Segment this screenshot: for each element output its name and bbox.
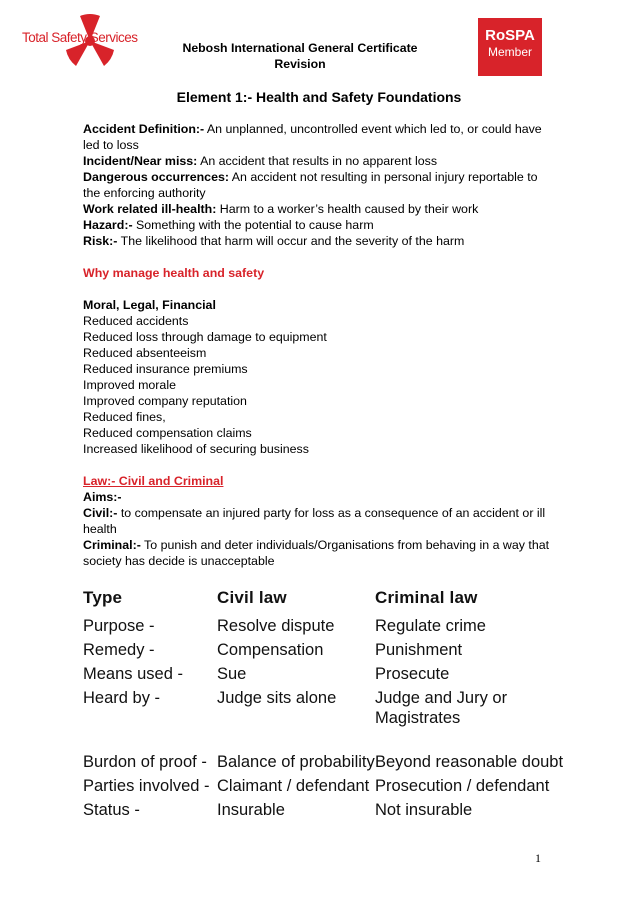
column-header-type: Type bbox=[83, 588, 123, 607]
definition-item bbox=[83, 233, 553, 249]
table-cell: Prosecution / defendant bbox=[375, 777, 550, 795]
definition-term: Risk:- bbox=[83, 234, 118, 248]
table-cell: Means used - bbox=[83, 665, 183, 683]
definition-text: The likelihood that harm will occur and the severity of the harm bbox=[117, 234, 465, 248]
table-cell: Sue bbox=[217, 665, 247, 683]
table-cell: Resolve dispute bbox=[217, 617, 335, 635]
list-item: Reduced loss through damage to equipment bbox=[83, 330, 327, 344]
definition-term: Work related ill-health: bbox=[83, 202, 217, 216]
definition-item bbox=[83, 153, 553, 169]
table-cell: Purpose - bbox=[83, 617, 155, 635]
definition-text: Something with the potential to cause harm bbox=[132, 218, 374, 232]
table-row bbox=[83, 640, 575, 664]
document-body bbox=[83, 121, 553, 569]
document-header-title bbox=[150, 40, 450, 72]
reasons-list bbox=[83, 313, 553, 457]
definition-item bbox=[83, 217, 553, 233]
logo-text: Total Safety Services bbox=[22, 30, 138, 45]
table-row bbox=[83, 688, 575, 728]
definition-item bbox=[83, 169, 553, 201]
table-cell: Insurable bbox=[217, 801, 285, 819]
table-cell: Prosecute bbox=[375, 665, 450, 683]
table-cell: Not insurable bbox=[375, 801, 473, 819]
table-cell: Beyond reasonable doubt bbox=[375, 753, 564, 771]
definitions-list bbox=[83, 121, 553, 249]
list-item: Increased likelihood of securing business bbox=[83, 442, 309, 456]
table-header-row bbox=[83, 588, 575, 616]
list-item: Reduced compensation claims bbox=[83, 426, 252, 440]
list-item: Reduced insurance premiums bbox=[83, 362, 248, 376]
aim-item bbox=[83, 537, 553, 569]
table-row bbox=[83, 752, 575, 776]
table-cell: Heard by - bbox=[83, 689, 161, 707]
aims-label: Aims:- bbox=[83, 490, 122, 504]
why-manage-heading: Why manage health and safety bbox=[83, 266, 265, 280]
aim-text: to compensate an injured party for loss as a consequence of an accident or ill health bbox=[83, 506, 546, 536]
rospa-member-logo bbox=[478, 18, 542, 76]
table-cell: Balance of probability bbox=[217, 753, 375, 771]
table-cell: Judge sits alone bbox=[217, 689, 337, 707]
aim-term: Civil:- bbox=[83, 506, 118, 520]
list-item: Improved morale bbox=[83, 378, 176, 392]
list-item: Reduced fines, bbox=[83, 410, 166, 424]
rospa-logo-line2: Member bbox=[487, 45, 532, 59]
civil-criminal-law-table bbox=[83, 588, 575, 824]
definition-term: Hazard:- bbox=[83, 218, 133, 232]
table-row bbox=[83, 776, 575, 800]
table-cell: Compensation bbox=[217, 641, 324, 659]
table-cell: Regulate crime bbox=[375, 617, 486, 635]
header-title-line1: Nebosh International General Certificate bbox=[182, 41, 418, 55]
table-row bbox=[83, 664, 575, 688]
definition-text: An unplanned, uncontrolled event which led to, or could have led to loss bbox=[83, 122, 542, 152]
definition-term: Accident Definition:- bbox=[83, 122, 205, 136]
definition-item bbox=[83, 201, 553, 217]
definition-item bbox=[83, 121, 553, 153]
table-cell: Burdon of proof - bbox=[83, 753, 207, 771]
table-cell: Punishment bbox=[375, 641, 463, 659]
aim-term: Criminal:- bbox=[83, 538, 141, 552]
list-item: Improved company reputation bbox=[83, 394, 247, 408]
table-cell: Judge and Jury or Magistrates bbox=[375, 689, 508, 727]
table-row bbox=[83, 800, 575, 824]
law-heading: Law:- Civil and Criminal bbox=[83, 474, 224, 488]
list-item: Reduced absenteeism bbox=[83, 346, 207, 360]
definition-text: An accident not resulting in personal injury reportable to the enforcing authority bbox=[83, 170, 538, 200]
reasons-heading: Moral, Legal, Financial bbox=[83, 298, 216, 312]
page-number: 1 bbox=[535, 851, 541, 865]
definition-term: Incident/Near miss: bbox=[83, 154, 198, 168]
aim-item bbox=[83, 505, 553, 537]
definition-text: Harm to a worker’s health caused by their work bbox=[216, 202, 479, 216]
table-cell: Claimant / defendant bbox=[217, 777, 370, 795]
aim-text: To punish and deter individuals/Organisations from behaving in a way that society has decide is unacceptable bbox=[83, 538, 550, 568]
table-cell: Parties involved - bbox=[83, 777, 210, 795]
column-header-civil: Civil law bbox=[217, 588, 287, 607]
definition-term: Dangerous occurrences: bbox=[83, 170, 229, 184]
table-row bbox=[83, 616, 575, 640]
list-item: Reduced accidents bbox=[83, 314, 189, 328]
table-cell: Status - bbox=[83, 801, 140, 819]
header-title-line2: Revision bbox=[274, 57, 326, 71]
rospa-logo-line1: RoSPA bbox=[485, 27, 535, 44]
total-safety-services-logo bbox=[22, 8, 152, 74]
element-title: Element 1:- Health and Safety Foundations bbox=[176, 89, 462, 105]
table-cell: Remedy - bbox=[83, 641, 155, 659]
column-header-criminal: Criminal law bbox=[375, 588, 478, 607]
definition-text: An accident that results in no apparent loss bbox=[197, 154, 438, 168]
